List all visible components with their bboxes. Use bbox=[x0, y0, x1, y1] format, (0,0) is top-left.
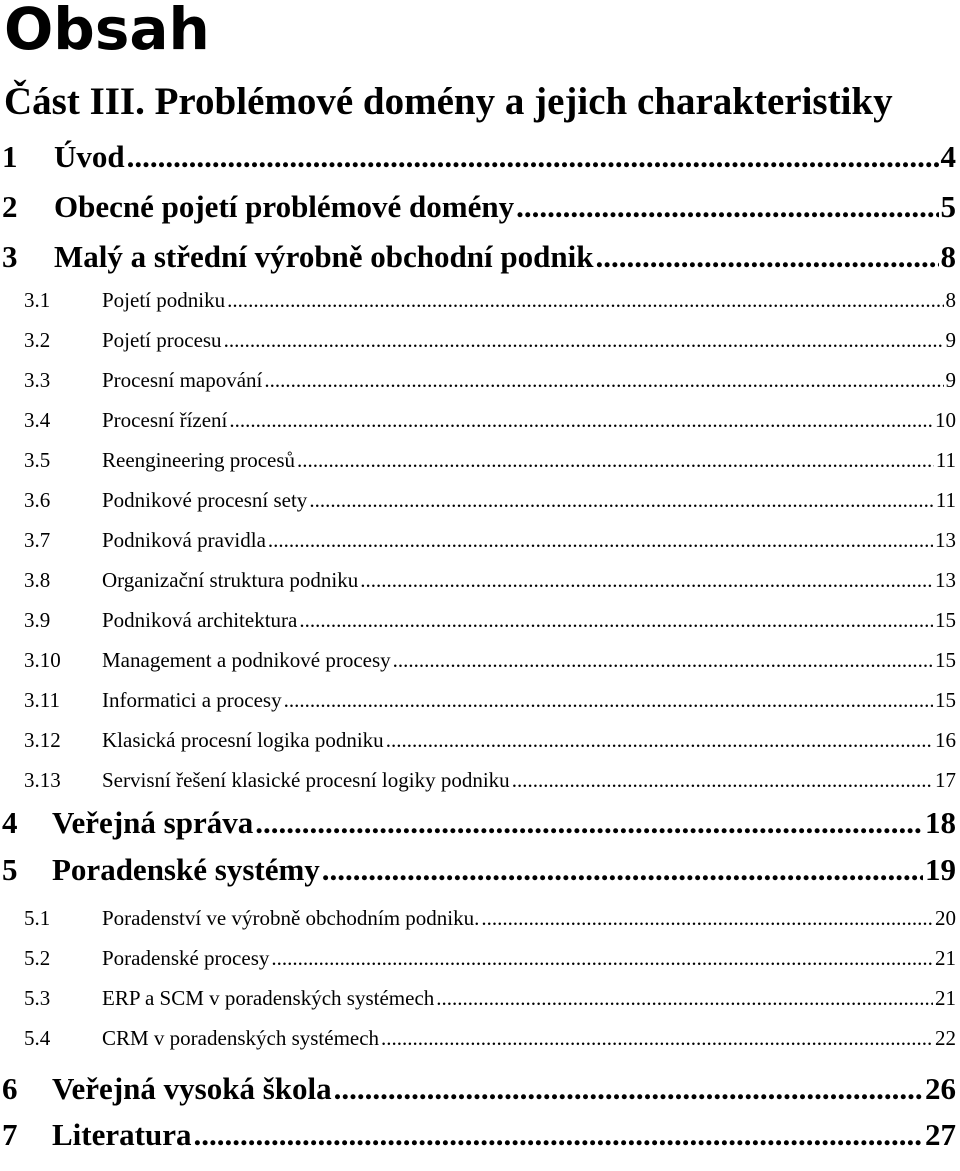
toc-dot-leader bbox=[127, 136, 939, 178]
toc-entry-label: Organizační struktura podniku bbox=[102, 568, 359, 592]
toc-entry-label: Literatura bbox=[52, 1117, 192, 1152]
toc-entry-number: 4 bbox=[2, 805, 18, 840]
toc-entry[interactable] bbox=[0, 320, 960, 360]
toc-entry-label: Reengineering procesů bbox=[102, 448, 296, 472]
toc-entry-number: 3.11 bbox=[24, 688, 60, 712]
toc-dot-leader bbox=[264, 360, 943, 400]
toc-entry-page: 4 bbox=[940, 139, 956, 174]
toc-entry-number: 2 bbox=[2, 189, 18, 224]
toc-entry-page: 22 bbox=[935, 1026, 956, 1050]
toc-entry[interactable] bbox=[0, 236, 960, 278]
toc-dot-leader bbox=[334, 1066, 923, 1112]
toc-entry-page: 9 bbox=[945, 328, 956, 352]
toc-entry-page: 16 bbox=[935, 728, 956, 752]
toc-entry-number: 3.5 bbox=[24, 448, 51, 472]
toc-dot-leader bbox=[516, 186, 938, 228]
toc-dot-leader bbox=[284, 680, 933, 720]
toc-entry-page: 8 bbox=[940, 239, 956, 274]
toc-entry-number: 3.7 bbox=[24, 528, 51, 552]
toc-dot-leader bbox=[271, 938, 933, 978]
toc-dot-leader bbox=[255, 800, 923, 846]
toc-entry-label: Procesní řízení bbox=[102, 408, 228, 432]
toc-entry-label: Obecné pojetí problémové domény bbox=[54, 189, 515, 224]
toc-entry[interactable] bbox=[0, 600, 960, 640]
toc-entry-page: 10 bbox=[935, 408, 956, 432]
toc-entry-page: 9 bbox=[945, 368, 956, 392]
toc-dot-leader bbox=[393, 640, 933, 680]
toc-entry[interactable] bbox=[0, 480, 960, 520]
toc-entry-label: Veřejná správa bbox=[52, 805, 254, 840]
toc-entry[interactable] bbox=[0, 560, 960, 600]
toc-entry-label: Servisní řešení klasické procesní logiky podniku bbox=[102, 768, 510, 792]
toc-entry[interactable] bbox=[0, 186, 960, 228]
toc-entry[interactable] bbox=[0, 440, 960, 480]
toc-entry-number: 3.1 bbox=[24, 288, 51, 312]
toc-entry[interactable] bbox=[0, 760, 960, 800]
part-title: Část III. Problémové domény a jejich charakteristiky bbox=[4, 80, 893, 123]
toc-entry-number: 3.8 bbox=[24, 568, 51, 592]
toc-entry-label: Informatici a procesy bbox=[102, 688, 282, 712]
toc-entry[interactable] bbox=[0, 640, 960, 680]
toc-entry[interactable] bbox=[0, 938, 960, 978]
toc-entry[interactable] bbox=[0, 1112, 960, 1158]
toc-entry[interactable] bbox=[0, 1066, 960, 1112]
toc-entry-page: 5 bbox=[940, 189, 956, 224]
toc-entry-number: 6 bbox=[2, 1071, 18, 1106]
toc-entry[interactable] bbox=[0, 720, 960, 760]
toc-entry[interactable] bbox=[0, 978, 960, 1018]
toc-dot-leader bbox=[381, 1018, 933, 1058]
toc-entry-label: Pojetí procesu bbox=[102, 328, 222, 352]
toc-dot-leader bbox=[512, 760, 933, 800]
toc-entry-label: Management a podnikové procesy bbox=[102, 648, 391, 672]
toc-dot-leader bbox=[224, 320, 944, 360]
toc-dot-leader bbox=[193, 1112, 923, 1158]
toc-entry-page: 20 bbox=[935, 906, 956, 930]
toc-entry-page: 11 bbox=[935, 448, 956, 472]
toc-entry-page: 19 bbox=[925, 852, 956, 887]
toc-entry-page: 18 bbox=[925, 805, 956, 840]
toc-dot-leader bbox=[322, 847, 923, 893]
toc-entry-label: Podniková architektura bbox=[102, 608, 298, 632]
toc-entry-label: Klasická procesní logika podniku bbox=[102, 728, 384, 752]
toc-dot-leader bbox=[436, 978, 933, 1018]
toc-entry-number: 3.13 bbox=[24, 768, 61, 792]
toc-entry-page: 8 bbox=[945, 288, 956, 312]
toc-entry-label: Procesní mapování bbox=[102, 368, 263, 392]
toc-dot-leader bbox=[386, 720, 933, 760]
toc-entry-number: 5.4 bbox=[24, 1026, 51, 1050]
toc-entry[interactable] bbox=[0, 800, 960, 846]
toc-dot-leader bbox=[227, 280, 943, 320]
toc-entry[interactable] bbox=[0, 680, 960, 720]
toc-entry-number: 5 bbox=[2, 852, 18, 887]
toc-entry-number: 5.3 bbox=[24, 986, 51, 1010]
toc-entry-label: Poradenské procesy bbox=[102, 946, 270, 970]
toc-entry[interactable] bbox=[0, 280, 960, 320]
toc-entry[interactable] bbox=[0, 898, 960, 938]
toc-entry-number: 3.6 bbox=[24, 488, 51, 512]
toc-entry-label: CRM v poradenských systémech bbox=[102, 1026, 380, 1050]
toc-entry[interactable] bbox=[0, 400, 960, 440]
toc-entry-number: 3 bbox=[2, 239, 18, 274]
toc-entry-number: 5.1 bbox=[24, 906, 51, 930]
toc-entry-page: 15 bbox=[935, 648, 956, 672]
toc-dot-leader bbox=[229, 400, 933, 440]
toc-dot-leader bbox=[595, 236, 938, 278]
toc-entry-number: 1 bbox=[2, 139, 18, 174]
toc-entry[interactable] bbox=[0, 360, 960, 400]
toc-entry-number: 7 bbox=[2, 1117, 18, 1152]
toc-entry-page: 11 bbox=[935, 488, 956, 512]
toc-entry-page: 13 bbox=[935, 568, 956, 592]
toc-entry-label: Poradenské systémy bbox=[52, 852, 320, 887]
toc-entry-label: Podniková pravidla bbox=[102, 528, 266, 552]
toc-entry-number: 3.9 bbox=[24, 608, 51, 632]
toc-entry-page: 21 bbox=[935, 946, 956, 970]
toc-dot-leader bbox=[360, 560, 933, 600]
toc-entry-number: 3.4 bbox=[24, 408, 51, 432]
toc-entry-label: Úvod bbox=[54, 139, 125, 174]
page-title: Obsah bbox=[4, 0, 210, 63]
toc-entry-number: 3.12 bbox=[24, 728, 61, 752]
toc-dot-leader bbox=[297, 440, 934, 480]
toc-entry-page: 17 bbox=[935, 768, 956, 792]
toc-entry-number: 3.3 bbox=[24, 368, 51, 392]
toc-entry-number: 3.2 bbox=[24, 328, 51, 352]
toc-dot-leader bbox=[299, 600, 933, 640]
toc-entry-label: Pojetí podniku bbox=[102, 288, 226, 312]
toc-entry-page: 27 bbox=[925, 1117, 956, 1152]
toc-dot-leader bbox=[481, 898, 933, 938]
toc-entry-page: 21 bbox=[935, 986, 956, 1010]
toc-entry-label: Podnikové procesní sety bbox=[102, 488, 308, 512]
toc-entry[interactable] bbox=[0, 520, 960, 560]
toc-entry[interactable] bbox=[0, 136, 960, 178]
toc-entry-number: 5.2 bbox=[24, 946, 51, 970]
toc-dot-leader bbox=[268, 520, 933, 560]
toc-entry-label: ERP a SCM v poradenských systémech bbox=[102, 986, 435, 1010]
toc-entry-page: 15 bbox=[935, 608, 956, 632]
toc-entry-label: Veřejná vysoká škola bbox=[52, 1071, 332, 1106]
toc-entry[interactable] bbox=[0, 847, 960, 893]
toc-entry-page: 13 bbox=[935, 528, 956, 552]
toc-dot-leader bbox=[309, 480, 933, 520]
toc-entry[interactable] bbox=[0, 1018, 960, 1058]
toc-entry-label: Poradenství ve výrobně obchodním podniku. bbox=[102, 906, 480, 930]
toc-entry-page: 26 bbox=[925, 1071, 956, 1106]
toc-entry-number: 3.10 bbox=[24, 648, 61, 672]
toc-entry-page: 15 bbox=[935, 688, 956, 712]
toc-entry-label: Malý a střední výrobně obchodní podnik bbox=[54, 239, 594, 274]
